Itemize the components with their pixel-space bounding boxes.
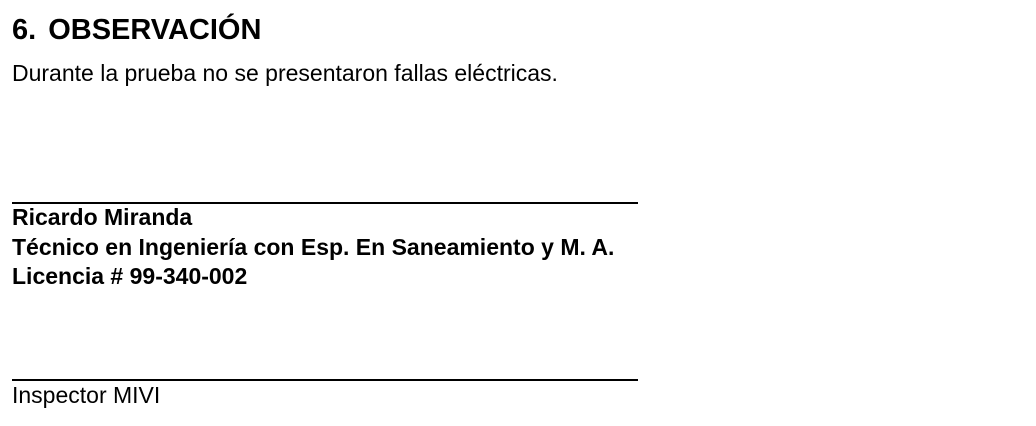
observation-text: Durante la prueba no se presentaron fallas eléctricas. [12,60,558,86]
section-title: OBSERVACIÓN [48,14,262,46]
section-number: 6. [12,14,37,46]
section-heading [12,12,261,48]
signer-role: Técnico en Ingeniería con Esp. En Saneamiento y M. A. [12,233,615,260]
signer-license: Licencia # 99-340-002 [12,263,248,289]
signer-block [12,203,614,292]
signer-name: Ricardo Miranda [12,204,193,230]
inspector-label: Inspector MIVI [12,382,161,408]
